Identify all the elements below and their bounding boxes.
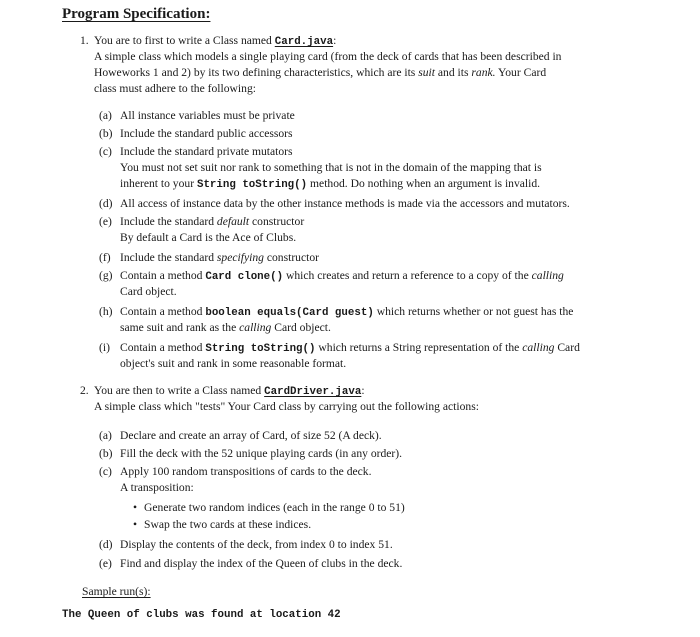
item-2d-text: Display the contents of the deck, from index 0 to index 51. (120, 538, 393, 551)
bullet-icon: • (133, 518, 138, 531)
carddriver-java-classname: CardDriver.java (264, 386, 362, 398)
item-1i-text1: Contain a method (120, 341, 203, 354)
item-2c-label: (c) (99, 465, 112, 478)
item-2b-label: (b) (99, 447, 113, 460)
item-2-lead: You are then to write a Class named (94, 384, 262, 397)
item-2-line2: A simple class which "tests" Your Card class by carrying out the following actions: (94, 400, 479, 413)
item-1a-text: All instance variables must be private (120, 109, 295, 122)
rank-emphasis: rank. (471, 66, 496, 79)
item-2e-label: (e) (99, 557, 112, 570)
item-1a-label: (a) (99, 109, 112, 122)
item-1-line3 (94, 65, 642, 81)
item-1h-text2: which returns whether or not guest has the (376, 305, 574, 318)
item-2a-label: (a) (99, 429, 112, 442)
bullet-item: Generate two random indices (each in the range 0 to 51) (144, 501, 405, 514)
item-1c-detail-2 (120, 176, 642, 193)
item-1g-text1: Contain a method (120, 269, 203, 282)
item-1h-line2a: same suit and rank as the (120, 321, 237, 334)
item-2a-text: Declare and create an array of Card, of size 52 (A deck). (120, 429, 382, 442)
item-1e-text (120, 214, 642, 230)
item-1i-text2: which returns a String representation of the (318, 341, 520, 354)
item-1c-label: (c) (99, 145, 112, 158)
calling-emphasis: calling (531, 269, 564, 282)
item-1-line4: class must adhere to the following: (94, 82, 256, 95)
item-1c-detail-1: You must not set suit nor rank to something that is not in the domain of the mapping that is (120, 161, 542, 174)
item-2-number: 2. (80, 384, 89, 397)
item-1-line3a: Howeworks 1 and 2) by its two defining characteristics, which are its (94, 66, 416, 79)
default-emphasis: default (216, 215, 250, 228)
bullet-icon: • (133, 501, 138, 514)
item-1g-text2: which creates and return a reference to a copy of the (286, 269, 529, 282)
item-1e-text1: Include the standard (120, 215, 215, 228)
item-1h-label: (h) (99, 305, 113, 318)
item-1g-text (120, 268, 642, 285)
item-1-number: 1. (80, 34, 89, 47)
tostring-code: String toString() (196, 179, 308, 191)
item-1g-line2: Card object. (120, 285, 177, 298)
item-1i-line2: object's suit and rank in some reasonable format. (120, 357, 347, 370)
item-1h-text1: Contain a method (120, 305, 203, 318)
item-1c-detail-2a: inherent to your (120, 177, 195, 190)
tostring-method-code: String toString() (205, 343, 316, 355)
specifying-emphasis: specifying (216, 251, 264, 264)
item-1e-label: (e) (99, 215, 112, 228)
item-2c-text: Apply 100 random transpositions of cards to the deck. (120, 465, 372, 478)
item-1c-detail-2b: method. Do nothing when an argument is invalid. (310, 177, 541, 190)
item-1-lead: You are to first to write a Class named (94, 34, 272, 47)
equals-code: boolean equals(Card guest) (205, 307, 374, 319)
item-1e-detail: By default a Card is the Ace of Clubs. (120, 231, 297, 244)
item-1-line2: A simple class which models a single playing card (from the deck of cards that has been described in (94, 50, 562, 63)
calling-emphasis: calling (522, 341, 555, 354)
item-1d-text: All access of instance data by the other instance methods is made via the accessors and mutators. (120, 197, 570, 210)
item-1-line3b: Your Card (498, 66, 547, 79)
item-1h-line2 (120, 320, 642, 336)
item-1f-label: (f) (99, 251, 111, 264)
item-2c-detail: A transposition: (120, 481, 194, 494)
item-1f-text (120, 250, 642, 266)
sample-runs-label: Sample run(s): (82, 585, 151, 598)
item-2b-text: Fill the deck with the 52 unique playing cards (in any order). (120, 447, 403, 460)
item-1h-text (120, 304, 642, 321)
item-1-heading (94, 33, 642, 50)
item-1d-label: (d) (99, 197, 113, 210)
item-1b-text: Include the standard public accessors (120, 127, 293, 140)
calling-emphasis: calling (239, 321, 272, 334)
item-1h-line2b: Card object. (274, 321, 331, 334)
item-2-colon: : (361, 384, 365, 397)
item-1c-text: Include the standard private mutators (120, 145, 293, 158)
item-1-colon: : (333, 34, 337, 47)
item-1g-label: (g) (99, 269, 113, 282)
card-java-classname: Card.java (274, 36, 334, 48)
item-1b-label: (b) (99, 127, 113, 140)
item-1f-text2: constructor (266, 251, 319, 264)
item-1e-text2: constructor (252, 215, 305, 228)
bullet-item: Swap the two cards at these indices. (144, 518, 312, 531)
item-1f-text1: Include the standard (120, 251, 215, 264)
item-2e-text: Find and display the index of the Queen of clubs in the deck. (120, 557, 403, 570)
clone-code: Card clone() (205, 271, 284, 283)
item-1-and: and its (437, 66, 469, 79)
item-1i-text3: Card (557, 341, 580, 354)
sample-output: The Queen of clubs was found at location 42 (62, 609, 341, 621)
item-2d-label: (d) (99, 538, 113, 551)
item-2-heading (94, 383, 642, 400)
page-title: Program Specification: (62, 6, 211, 22)
item-1i-label: (i) (99, 341, 110, 354)
suit-emphasis: suit (418, 66, 435, 79)
item-1i-text (120, 340, 642, 357)
